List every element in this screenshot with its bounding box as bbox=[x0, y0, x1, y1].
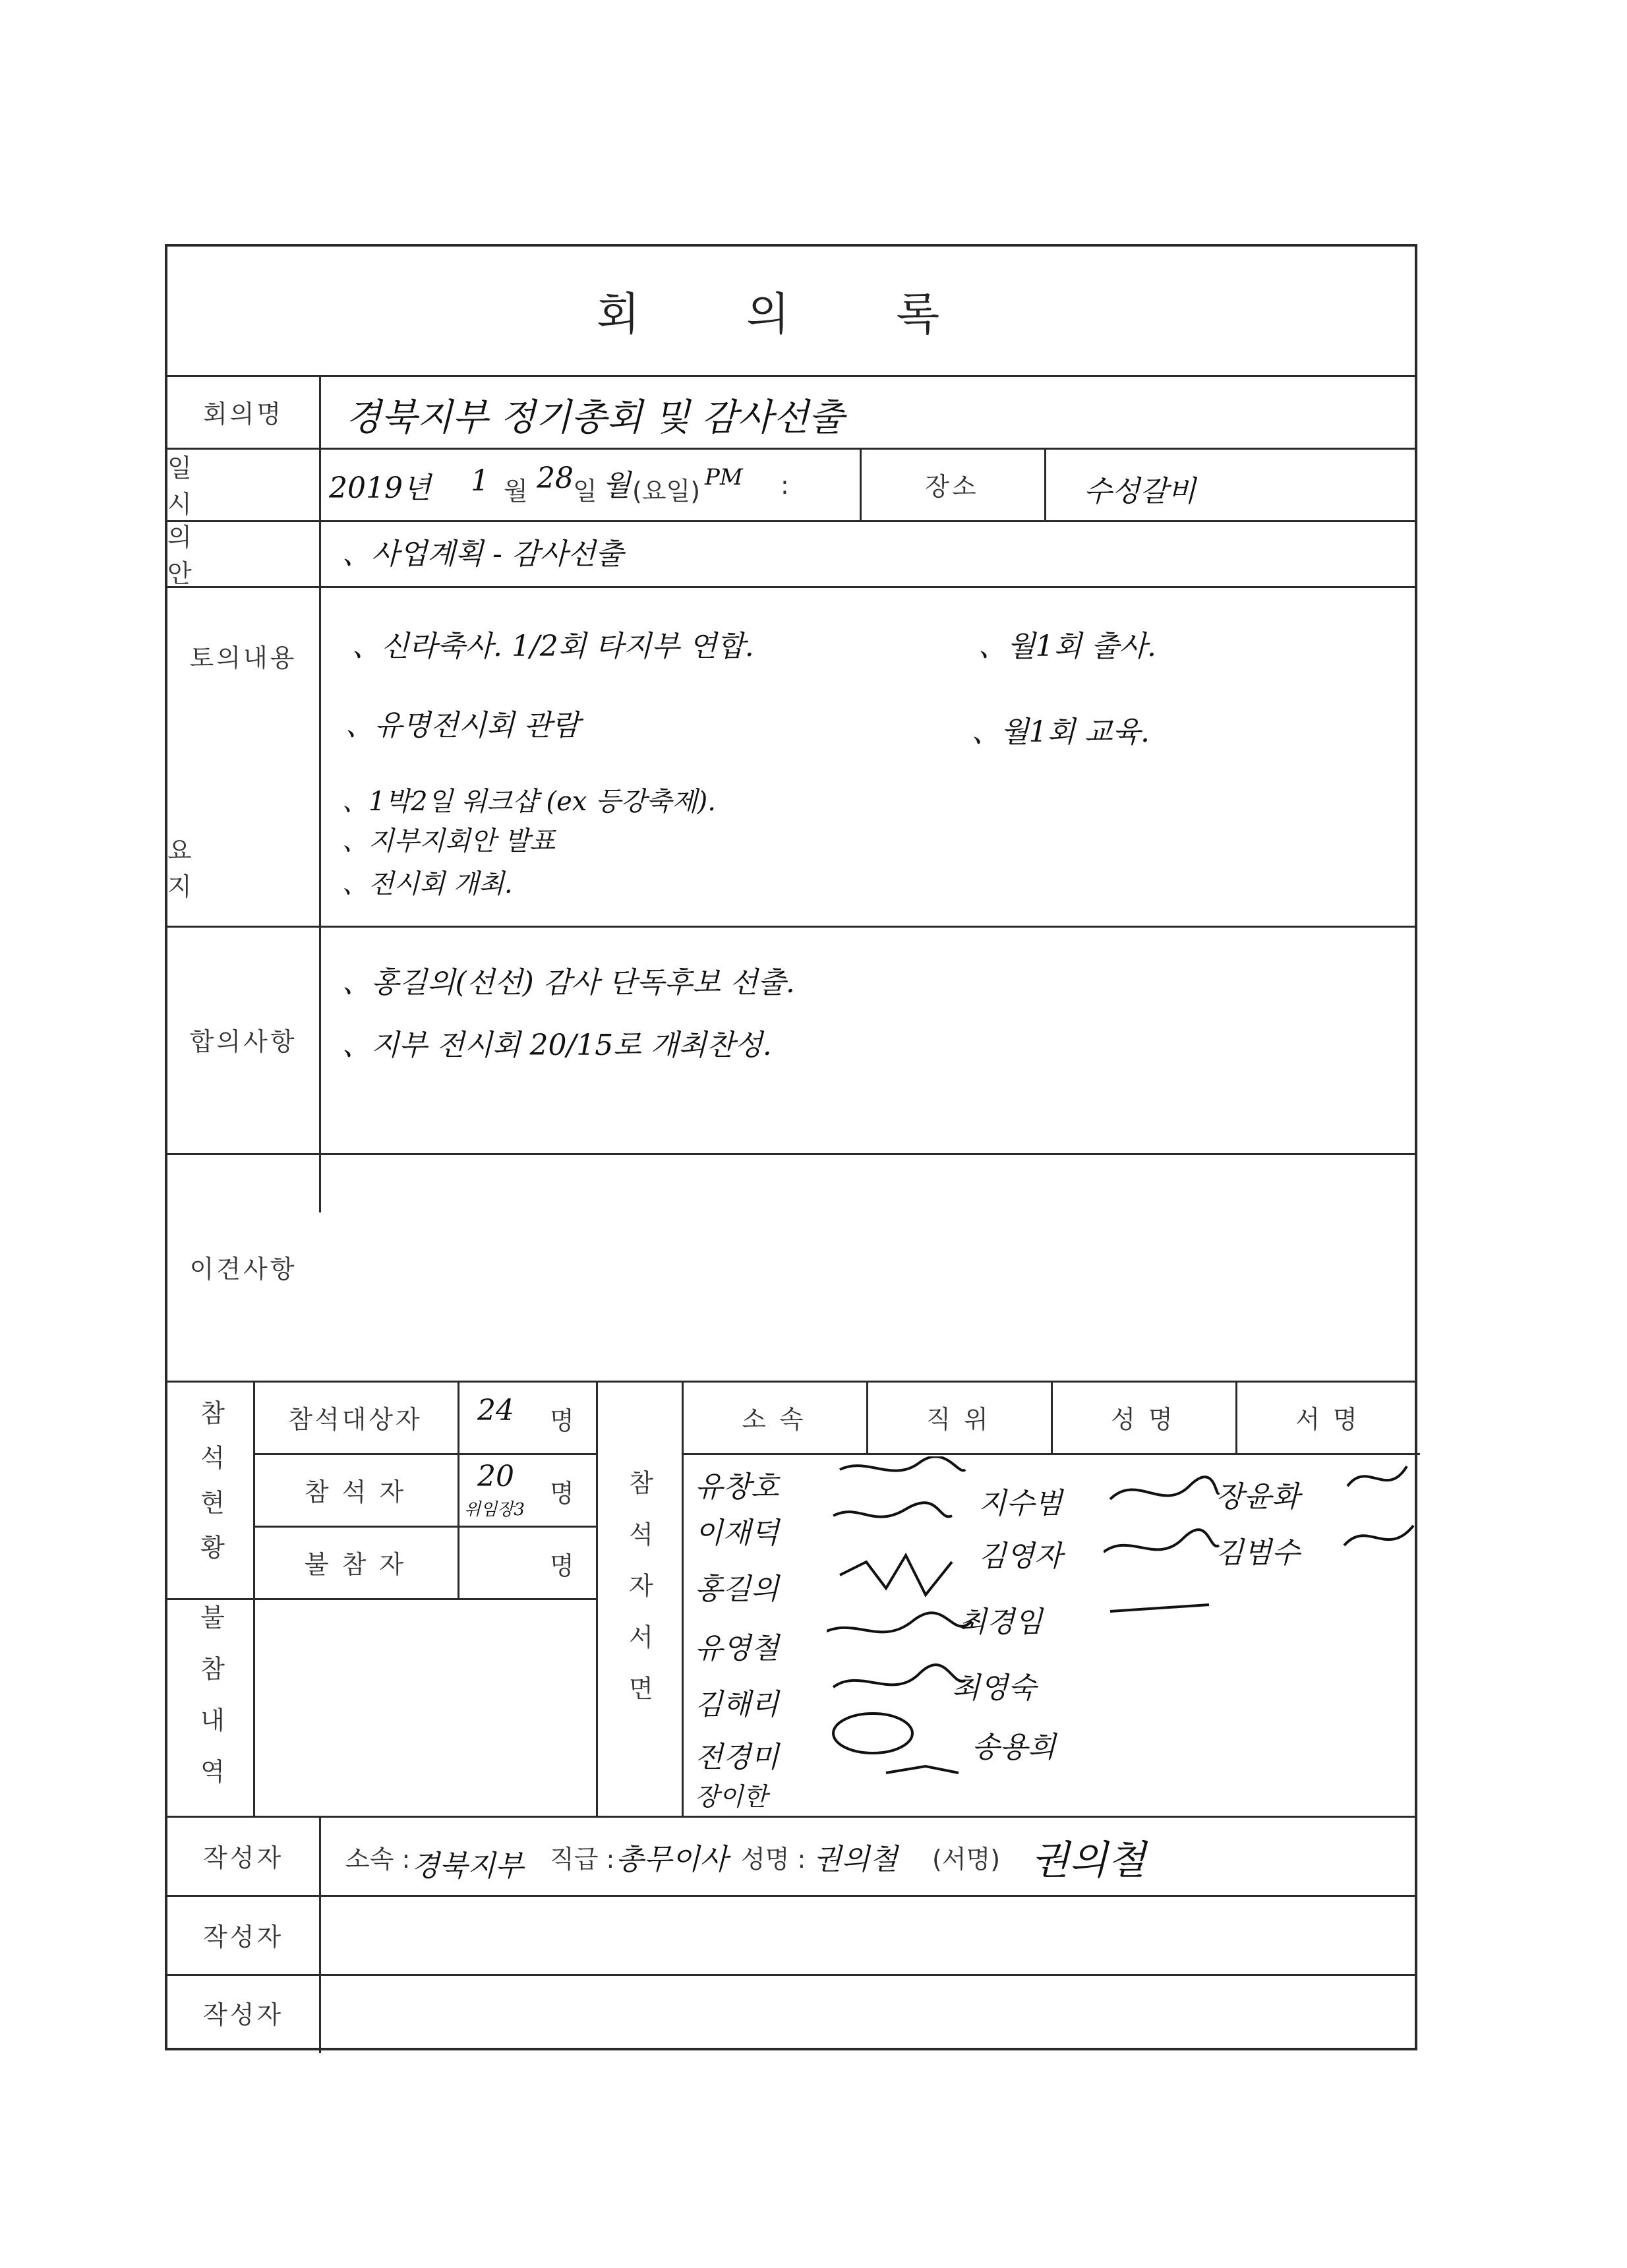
signer-13: 장윤화 bbox=[1216, 1480, 1300, 1514]
label-datetime: 일 시 bbox=[167, 454, 231, 519]
weekday-label: (요일) bbox=[632, 477, 701, 506]
signer-3: 홍길의 bbox=[695, 1572, 779, 1606]
attendee-unit: 명 bbox=[550, 1479, 574, 1508]
signer-5: 김해리 bbox=[695, 1688, 779, 1721]
label-meeting-name: 회의명 bbox=[202, 399, 284, 429]
label-divider bbox=[319, 375, 321, 1212]
time-separator: : bbox=[781, 471, 789, 500]
label-opinion: 이견사항 bbox=[189, 1255, 297, 1284]
label-summary: 요 지 bbox=[167, 836, 231, 901]
weekday: 월 bbox=[603, 469, 631, 502]
signer-12: 송용희 bbox=[972, 1731, 1056, 1764]
target-count: 24 bbox=[477, 1394, 514, 1427]
writer-sign: 권의철 bbox=[1031, 1837, 1146, 1884]
meeting-minutes-form bbox=[165, 244, 1417, 2050]
label-writer-3: 작성자 bbox=[202, 2000, 284, 2029]
row-discussion bbox=[167, 586, 1415, 588]
summary-line-3: 、전시회 개최. bbox=[342, 869, 513, 899]
divider-count bbox=[458, 1381, 459, 1598]
date-month: 1 bbox=[471, 464, 489, 498]
signer-1: 유창호 bbox=[695, 1470, 779, 1504]
label-absentees: 불 참 자 bbox=[304, 1549, 407, 1579]
label-signature-area-text: 참석자서면 bbox=[624, 1470, 653, 1727]
row-writer-2 bbox=[167, 1895, 1415, 1897]
signer-14: 김범수 bbox=[1216, 1536, 1300, 1570]
label-place: 장소 bbox=[925, 471, 979, 501]
writer-rank: 총무이사 bbox=[616, 1843, 728, 1876]
col-position: 직 위 bbox=[926, 1404, 991, 1434]
writer-name-label: 성명 : bbox=[741, 1845, 806, 1874]
place-value: 수성갈비 bbox=[1084, 475, 1197, 508]
label-writer-1: 작성자 bbox=[202, 1843, 284, 1872]
signatures-scribble-3 bbox=[1341, 1447, 1417, 1565]
writer-rank-label: 직급 : bbox=[550, 1845, 615, 1874]
col-sign: 서 명 bbox=[1295, 1404, 1360, 1434]
attendee-count: 20 bbox=[477, 1460, 514, 1493]
day-label: 일 bbox=[573, 477, 597, 506]
discussion-line-1: 、신라축사. 1/2회 타지부 연합. bbox=[352, 630, 754, 663]
row-writer-1 bbox=[167, 1816, 1415, 1818]
month-label: 월 bbox=[504, 477, 528, 506]
label-agreement: 합의사항 bbox=[189, 1027, 297, 1056]
label-writer-2: 작성자 bbox=[202, 1922, 284, 1952]
label-absence-detail bbox=[167, 1598, 253, 1816]
agreement-line-1: 、홍길의(선선) 감사 단독후보 선출. bbox=[342, 966, 795, 1000]
signer-2: 이재덕 bbox=[695, 1516, 779, 1550]
date-year: 2019년 bbox=[329, 471, 431, 505]
row-agreement bbox=[167, 926, 1415, 928]
page-title: 회 의 록 bbox=[596, 289, 986, 341]
signer-8: 지수범 bbox=[978, 1487, 1063, 1520]
attendee-note: 위임장3 bbox=[464, 1500, 525, 1520]
label-target: 참석대상자 bbox=[288, 1404, 423, 1434]
label-agenda: 의 안 bbox=[167, 523, 231, 588]
label-attendees: 참 석 자 bbox=[304, 1477, 407, 1507]
row-agenda bbox=[167, 520, 1415, 522]
signatures-scribble bbox=[827, 1456, 978, 1786]
writer-name: 권의철 bbox=[814, 1843, 898, 1876]
row-opinion bbox=[167, 1153, 1415, 1155]
writer-sign-label: (서명) bbox=[932, 1845, 1001, 1874]
label-attendance bbox=[167, 1381, 253, 1598]
label-attendance-text: 참석현황 bbox=[196, 1400, 225, 1579]
label-discussion: 토의내용 bbox=[189, 643, 297, 672]
date-day: 28 bbox=[537, 462, 574, 495]
col-name: 성 명 bbox=[1111, 1404, 1175, 1434]
divider-absence-detail bbox=[253, 1598, 255, 1816]
discussion-line-3: 、유명전시회 관람 bbox=[345, 709, 580, 742]
discussion-line-2: 、월1회 출사. bbox=[978, 630, 1156, 663]
label-signature-area bbox=[596, 1381, 682, 1816]
agenda-value: 、사업계획 - 감사선출 bbox=[342, 537, 624, 571]
meeting-name-value: 경북지부 정기총회 및 감사선출 bbox=[345, 396, 844, 439]
signatures-scribble-2 bbox=[1104, 1473, 1222, 1644]
summary-line-2: 、지부지회안 발표 bbox=[342, 826, 556, 856]
signer-9: 김영자 bbox=[978, 1539, 1063, 1573]
writer-affil: 경북지부 bbox=[411, 1849, 524, 1883]
discussion-line-4: 、월1회 교육. bbox=[972, 715, 1150, 749]
signer-10: 최경임 bbox=[959, 1605, 1043, 1639]
signer-11: 최영숙 bbox=[952, 1671, 1036, 1705]
label-absence-detail-text: 불참내역 bbox=[196, 1604, 225, 1810]
signer-7: 장이한 bbox=[695, 1782, 768, 1811]
line-signature-header bbox=[682, 1453, 1420, 1455]
writer-affil-label: 소속 : bbox=[345, 1845, 411, 1874]
row-writer-3 bbox=[167, 1974, 1415, 1976]
divider-place-value bbox=[1044, 448, 1046, 520]
agreement-line-2: 、지부 전시회 20/15로 개최찬성. bbox=[342, 1029, 772, 1062]
signer-4: 유영철 bbox=[695, 1632, 779, 1665]
absentee-unit: 명 bbox=[550, 1551, 574, 1580]
target-unit: 명 bbox=[550, 1406, 574, 1435]
signer-6: 전경미 bbox=[695, 1741, 779, 1774]
row-datetime bbox=[167, 448, 1415, 450]
summary-line-1: 、1박2일 워크샵 (ex 등강축제). bbox=[342, 787, 716, 817]
divider-writer bbox=[319, 1816, 321, 2053]
time-prefix: PM bbox=[705, 464, 743, 491]
col-affil: 소 속 bbox=[742, 1404, 806, 1434]
